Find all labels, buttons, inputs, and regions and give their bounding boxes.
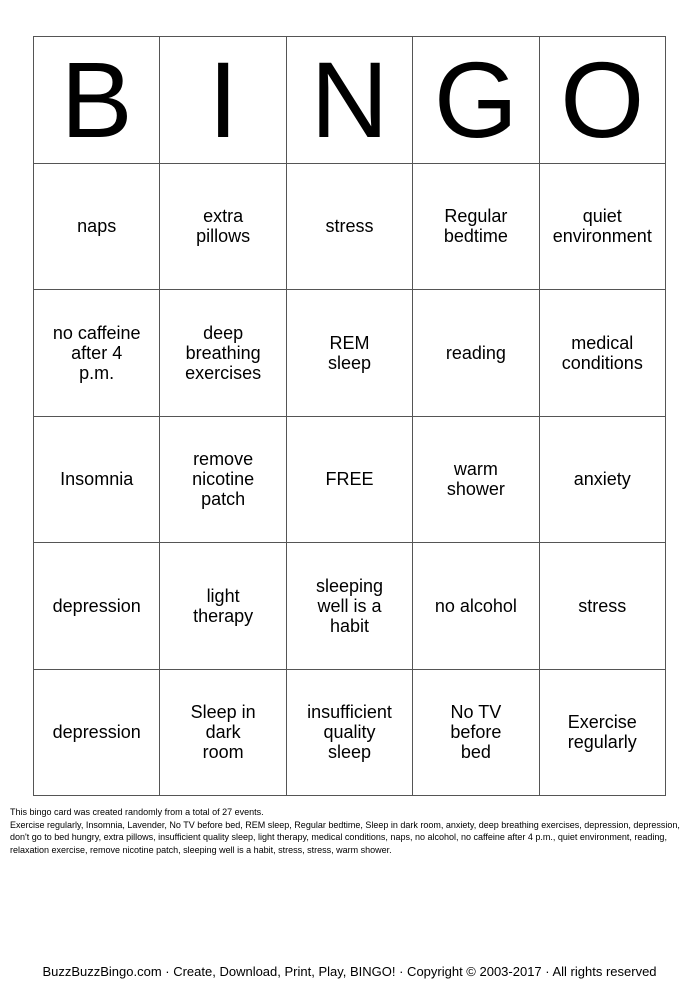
bingo-cell (540, 417, 666, 544)
bingo-cell (160, 290, 286, 417)
bingo-cell (540, 290, 666, 417)
bingo-cell (287, 290, 413, 417)
header-letter-n: N (287, 37, 413, 164)
cell-text: depression (52, 595, 141, 616)
cell-text: naps (77, 216, 117, 237)
cell-text: REM sleep (327, 332, 371, 373)
bingo-cell (287, 543, 413, 670)
cell-text: reading (445, 342, 506, 363)
cell-text: no caffeine after 4 p.m. (52, 322, 141, 383)
cell-text: light therapy (193, 585, 254, 626)
cell-text: stress (325, 216, 374, 237)
bingo-cell (160, 543, 286, 670)
header-letter-b: B (34, 37, 160, 164)
bingo-cell (160, 164, 286, 291)
bingo-cell (413, 164, 539, 291)
cell-text: Sleep in dark room (190, 702, 256, 763)
generation-note: This bingo card was created randomly from a total of 27 events. (10, 807, 264, 817)
header-letter-i: I (160, 37, 286, 164)
bingo-cell (413, 417, 539, 544)
cell-text: no alcohol (434, 595, 517, 616)
header-letter-o: O (540, 37, 666, 164)
bingo-cell (34, 164, 160, 291)
copyright-footer: BuzzBuzzBingo.com · Create, Download, Print, Play, BINGO! · Copyright © 2003-2017 · All rights reserved (42, 964, 657, 979)
bingo-card (33, 36, 666, 796)
bingo-cell (34, 670, 160, 797)
cell-text: warm shower (446, 459, 505, 500)
bingo-cell (540, 670, 666, 797)
cell-text: No TV before bed (450, 702, 502, 763)
bingo-cell (287, 164, 413, 291)
cell-text: Regular bedtime (443, 206, 508, 247)
free-space-cell (287, 417, 413, 544)
bingo-cell (540, 543, 666, 670)
cell-text: insufficient quality sleep (307, 702, 392, 763)
event-list: Exercise regularly, Insomnia, Lavender, No TV before bed, REM sleep, Regular bedtime, Sleep in dark room, anxiety, deep breathing exercises, depression, depression, don't go to bed hungry, extra pillows, insufficient quality sleep, light therapy, medical conditions, naps, no alcohol, no caffeine after 4 p.m., quiet environment, reading, relaxation exercise, remove nicotine patch, sleeping well is a habit, stress, stress, warm shower. (10, 819, 680, 855)
header-letter-g: G (413, 37, 539, 164)
bingo-cell (413, 543, 539, 670)
cell-text: deep breathing exercises (185, 322, 262, 383)
cell-text: quiet environment (552, 206, 652, 247)
cell-text: anxiety (573, 469, 631, 490)
cell-text: stress (578, 595, 627, 616)
bingo-cell (413, 290, 539, 417)
cell-text: medical conditions (561, 332, 643, 373)
bingo-cell (34, 290, 160, 417)
bingo-cell (34, 417, 160, 544)
cell-text: depression (52, 722, 141, 743)
cell-text: FREE (325, 469, 374, 490)
cell-text: Insomnia (60, 469, 134, 490)
bingo-cell (413, 670, 539, 797)
cell-text: Exercise regularly (567, 712, 637, 753)
card-notes (10, 806, 690, 856)
bingo-cell (34, 543, 160, 670)
bingo-cell (287, 670, 413, 797)
cell-text: extra pillows (196, 206, 251, 247)
cell-text: sleeping well is a habit (315, 575, 384, 636)
bingo-cell (160, 417, 286, 544)
bingo-cell (540, 164, 666, 291)
cell-text: remove nicotine patch (192, 449, 255, 510)
bingo-cell (160, 670, 286, 797)
